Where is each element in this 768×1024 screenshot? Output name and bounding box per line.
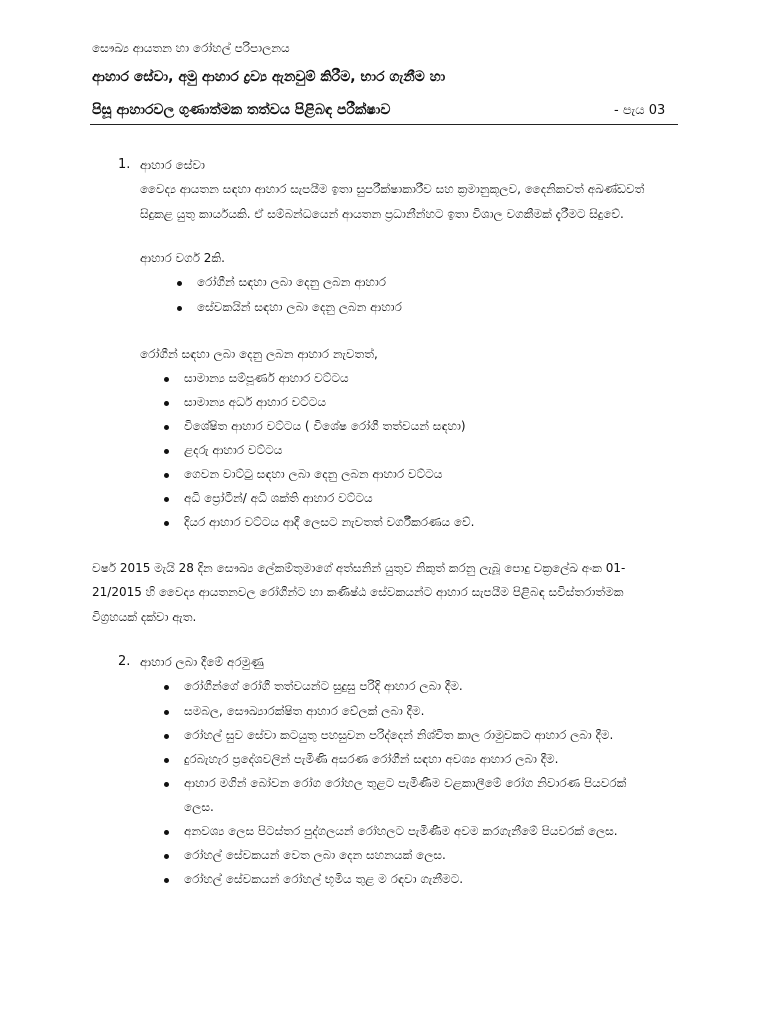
list-item-text: රෝහල් සේවකයන් රෝහල් භූමිය තුළ ම රඳවා ගැනීමට.: [184, 872, 464, 886]
list-item-text: ආහාර මගින් බෝවන රෝග රෝහල තුළට පැමිණීම වළකාලීමේ රෝග නිවාරණ පියවරක්: [184, 776, 627, 790]
bullet-icon: [164, 854, 169, 859]
bullet-icon: [164, 685, 169, 690]
circular-line1: වර්ෂ 2015 මැයි 28 දින සෞඛ්‍ය ලේකම්තුමාගේ අත්සනින් යුතුව නිකුත් කරනු ලැබූ පොදු චක්‍රලේඛ අංක 01-: [92, 561, 626, 575]
list-item-text: රෝගීන්ගේ රෝගී තත්වයන්ට සුදුසු පරිදි ආහාර ලබා දීම.: [184, 679, 463, 693]
list-item-text: ළදරු ආහාර වට්ටය: [184, 443, 283, 457]
bullet-icon: [164, 878, 169, 883]
bullet-icon: [177, 281, 182, 286]
bullet-icon: [164, 758, 169, 763]
bullet-icon: [164, 497, 169, 502]
list-item-text: රෝහල් සේවකයන් වෙත ලබා දෙන සහනයක් ලෙස.: [184, 848, 446, 862]
circular-line3: විග්‍රහයක් දක්වා ඇත.: [92, 610, 197, 624]
list-item-text: ගෙවන වාට්ටු සඳහා ලබා දෙනු ලබන ආහාර වට්ටය: [184, 467, 443, 481]
list-item-text: රෝහල් සුව සේවා කටයුතු පහසුවන පරිද්දෙන් නිශ්චිත කාල රාමුවකට ආහාර ලබා දීම.: [184, 728, 614, 742]
circular-line2: 21/2015 හි වෛද්‍ය ආයතනවල රෝගීන්ට හා කණිෂ්ඨ සේවකයන්ට ආහාර සැපයීම පිළිබඳ සවිස්තරාත්මක: [92, 585, 624, 599]
list-item-text: සාමාන්‍ය සම්පූර්ණ ආහාර වට්ටය: [184, 371, 349, 385]
list-item-text: විශේෂිත ආහාර වට්ටය ( විශේෂ රෝගී තත්වයන් සඳහා): [184, 419, 466, 433]
list-item-text: සමබල, සෞඛ්‍යාරක්ෂිත ආහාර වේලක් ලබා දීම.: [184, 704, 425, 718]
header-rule: [90, 124, 678, 125]
bullet-icon: [164, 782, 169, 787]
list-item-text: සාමාන්‍ය අර්ධ ආහාර වට්ටය: [184, 395, 327, 409]
section1-number: 1.: [118, 157, 131, 172]
list-item-text: අධි ප්‍රෝටීන්/ අධි ශක්ති ආහාර වට්ටය: [184, 491, 373, 505]
list-item-text: සේවකයින් සඳහා ලබා දෙනු ලබන ආහාර: [197, 300, 402, 314]
page-label: - පැය 03: [614, 103, 666, 118]
bullet-icon: [164, 377, 169, 382]
bullet-icon: [177, 306, 182, 311]
list-item-text: දුරබැහැර ප්‍රදේශවලින් පැමිණි අසරණ රෝගීන් සඳහා අවශ්‍ය ආහාර ලබා දීම.: [184, 752, 559, 766]
section1-title: ආහාර සේවා: [140, 158, 205, 172]
section2-number: 2.: [118, 654, 131, 669]
header-line3: පිසූ ආහාරවල ගුණාත්මක තත්වය පිළිබඳ පරීක්ෂාව: [92, 102, 391, 118]
header-line2: ආහාර සේවා, අමු ආහාර ද්‍රව්‍ය ඇනවුම් කිරීම, භාර ගැනීම හා: [92, 69, 446, 85]
bullet-icon: [164, 521, 169, 526]
patient-intro: රෝගීන් සඳහා ලබා දෙනු ලබන ආහාර නැවතත්,: [140, 347, 378, 361]
bullet-icon: [164, 473, 169, 478]
bullet-icon: [164, 449, 169, 454]
types-intro: ආහාර වර්ග 2කි.: [140, 251, 225, 265]
list-item-text: රෝගීන් සඳහා ලබා දෙනු ලබන ආහාර: [197, 275, 387, 289]
bullet-icon: [164, 830, 169, 835]
section2-title: ආහාර ලබා දීමේ අරමුණු: [140, 655, 264, 669]
bullet-icon: [164, 710, 169, 715]
list-item-text: අනවශ්‍ය ලෙස පිටස්තර පුද්ගලයන් රෝහලට පැමිණීම අවම කරගැනීමේ පියවරක් ලෙස.: [184, 824, 618, 838]
list-item-text: දියර ආහාර වට්ටය ආදී ලෙසට නැවතත් වර්ගීකරණය වේ.: [184, 515, 475, 529]
list-item-continuation: ලෙස.: [184, 800, 214, 814]
bullet-icon: [164, 401, 169, 406]
bullet-icon: [164, 425, 169, 430]
bullet-icon: [164, 734, 169, 739]
section1-para-line2: සිදුකළ යුතු කාර්යයකි. ඒ සම්බන්ධයෙන් ආයතන ප්‍රධානීන්හට ඉතා විශාල වගකීමක් දැරීමට සිදුවේ.: [140, 207, 624, 221]
section1-para-line1: වෛද්‍ය ආයතන සඳහා ආහාර සැපයීම ඉතා සුපරීක්ෂාකාරීව සහ ක්‍රමානුකූලව, දෛනිකවත් අඛණ්ඩවත්: [140, 182, 645, 196]
header-line1: සෞඛ්‍ය ආයතන හා රෝහල් පරිපාලනය: [92, 41, 290, 55]
